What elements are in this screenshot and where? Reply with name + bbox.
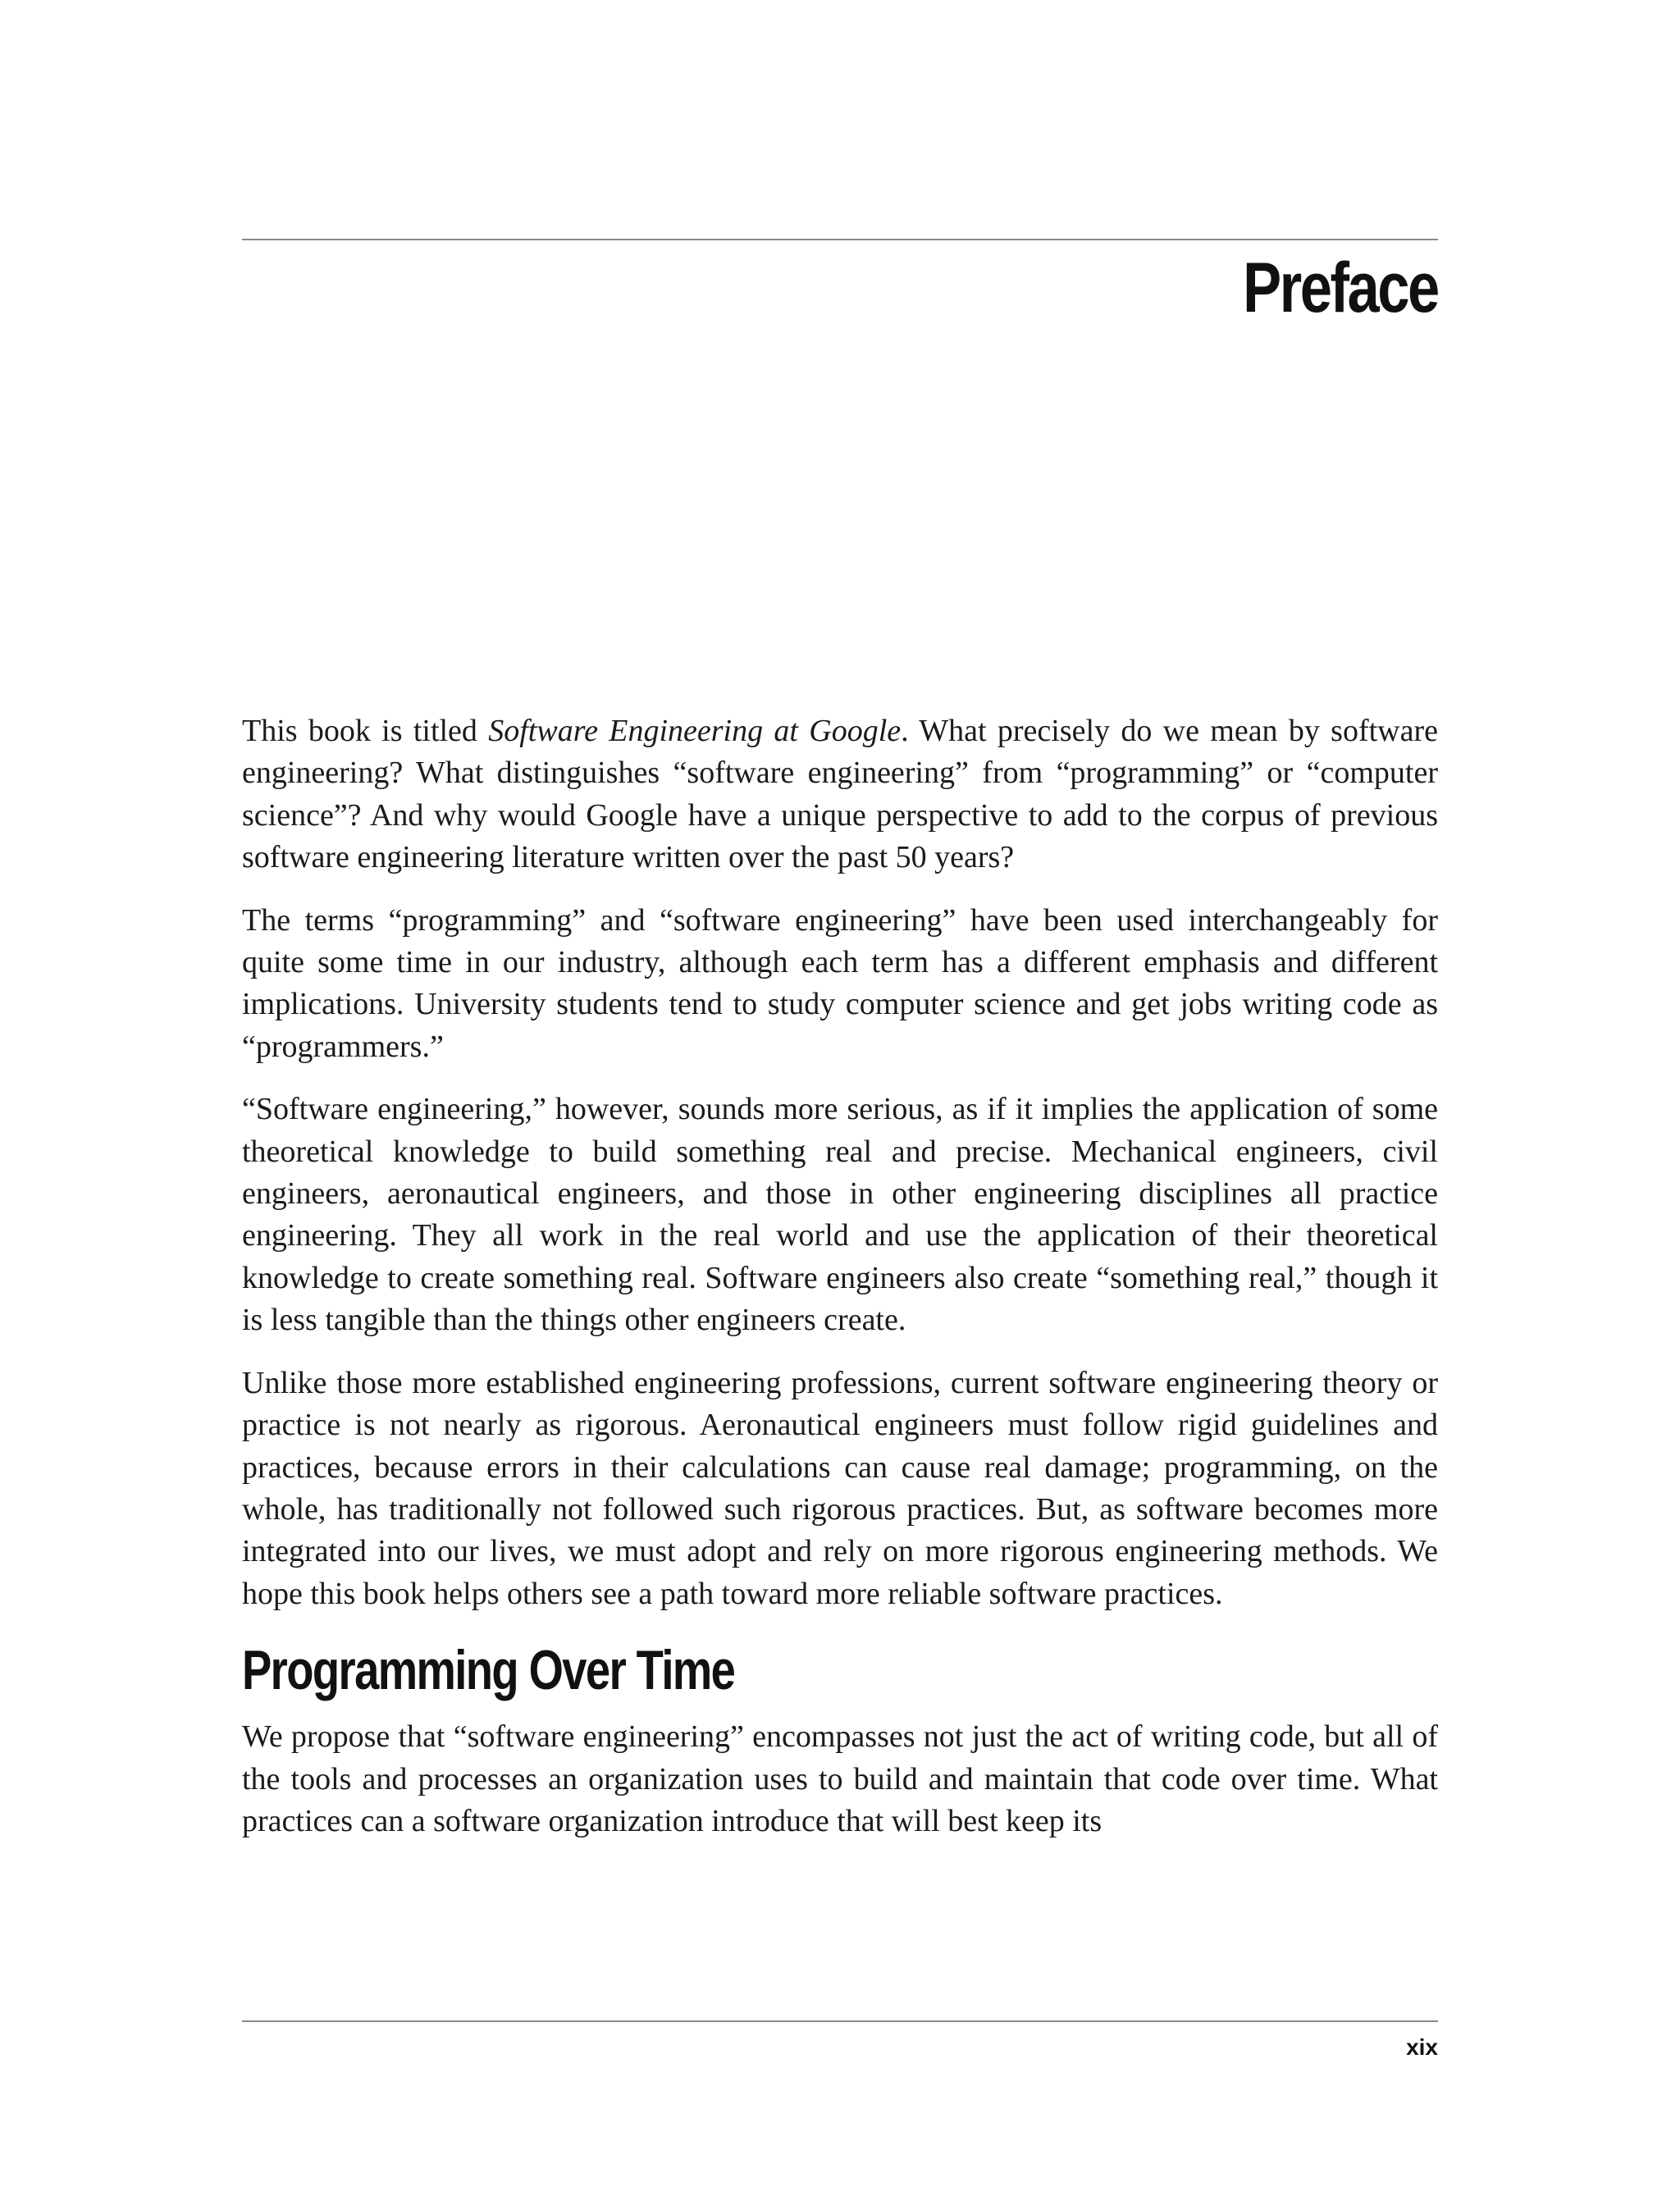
book-title-italic: Software Engineering at Google [488,714,902,748]
book-page [242,0,1438,2205]
footer-rule [242,2020,1438,2022]
paragraph-software-engineering: “Software engineering,” however, sounds more serious, as if it implies the application of some theoretical knowledge to build something real and precise. Mechanical engineers, civil engineers, aeronautical engineers, and those in other engineering disciplines all practice engineering. They all work in the real world and use the application of their theoretical knowledge to create something real. Software engineers also create “something real,” though it is less tangible than the things other engineers create. [242,1092,1438,1338]
chapter-top-rule [242,239,1438,240]
chapter-title: Preface [1243,249,1438,327]
paragraph-programming-over-time: We propose that “software engineering” encompasses not just the act of writing code, but all of the tools and processes an organization uses to build and maintain that code over time. What practices can a software organization introduce that will best keep its [242,1719,1438,1838]
paragraph-intro [242,710,1438,879]
page-number: xix [1406,2034,1438,2060]
section-heading: Programming Over Time [242,1639,735,1702]
preface-body [242,710,1438,1863]
paragraph-rigor: Unlike those more established engineering professions, current software engineering theory or practice is not nearly as rigorous. Aeronautical engineers must follow rigid guidelines and practices, because errors in their calculations can cause real damage; programming, on the whole, has traditionally not followed such rigorous practices. But, as software becomes more integrated into our lives, we must adopt and rely on more rigorous engineering methods. We hope this book helps others see a path toward more reliable software practices. [242,1365,1438,1611]
intro-lead-text: This book is titled [242,714,489,748]
intro-continuation-text: . What precisely do we mean by software engineering? What distinguishes “software engineering” from “programming” or “computer science”? And why would Google have a unique perspective to add to the corpus of previous software engineering literature written over the past 50 years? [242,714,1439,875]
paragraph-terms: The terms “programming” and “software engineering” have been used interchangeably for quite some time in our industry, although each term has a different emphasis and different implications. University students tend to study computer science and get jobs writing code as “programmers.” [242,902,1438,1064]
